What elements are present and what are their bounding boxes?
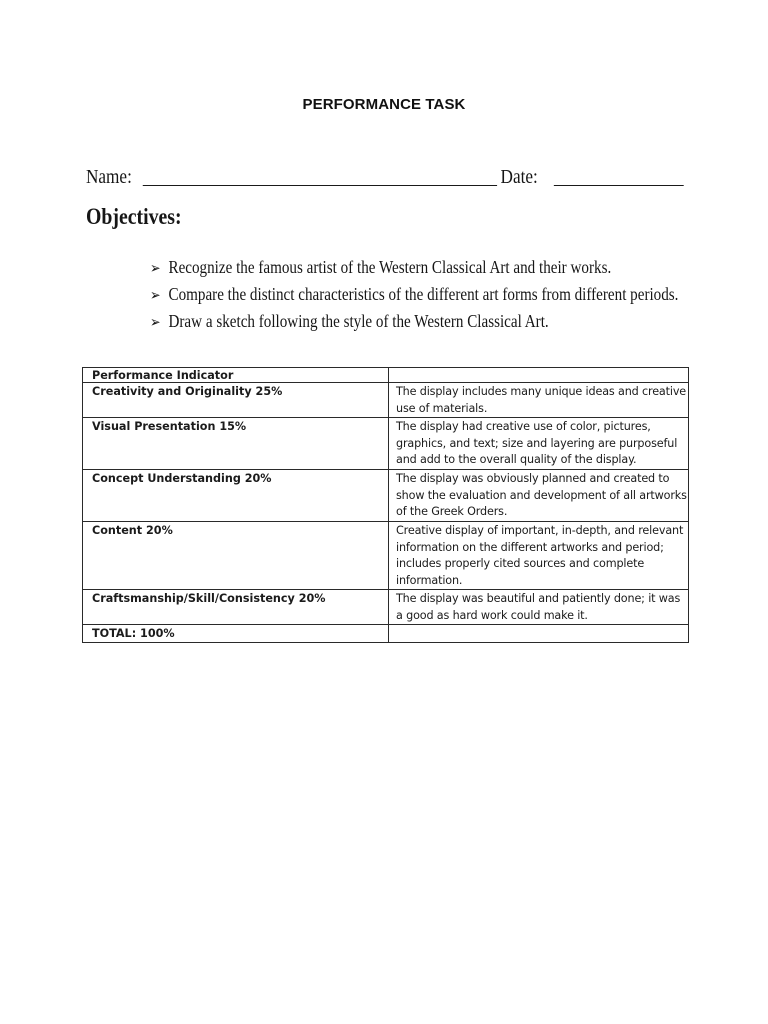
total-indicator-cell: TOTAL: 100% <box>83 625 389 643</box>
objective-text: Recognize the famous artist of the Western Classical Art and their works. <box>168 257 612 277</box>
indicator-cell: Craftsmanship/Skill/Consistency 20% <box>83 590 389 625</box>
table-total-row <box>83 625 689 643</box>
arrow-bullet-icon: ➢ <box>150 286 161 304</box>
header-description-cell <box>389 368 689 383</box>
table-row <box>83 470 689 522</box>
table-row <box>83 383 689 418</box>
objective-item <box>150 308 654 335</box>
table-header-row <box>83 368 689 383</box>
objective-item <box>150 281 679 308</box>
indicator-cell: Creativity and Originality 25% <box>83 383 389 418</box>
table-row <box>83 418 689 470</box>
name-date-row <box>86 160 686 196</box>
arrow-bullet-icon: ➢ <box>150 259 161 277</box>
objective-text: Draw a sketch following the style of the Western Classical Art. <box>168 311 549 331</box>
objectives-heading: Objectives: <box>86 204 182 229</box>
description-cell: The display had creative use of color, pictures, graphics, and text; size and layering are purposeful and add to the overall quality of the display. <box>389 418 689 470</box>
name-blank-line <box>143 185 497 186</box>
indicator-cell: Visual Presentation 15% <box>83 418 389 470</box>
indicator-cell: Concept Understanding 20% <box>83 470 389 522</box>
indicator-cell: Content 20% <box>83 522 389 590</box>
arrow-bullet-icon: ➢ <box>150 313 161 331</box>
header-indicator-cell: Performance Indicator <box>83 368 389 383</box>
date-label: Date: <box>500 166 538 188</box>
table-row <box>83 590 689 625</box>
description-cell: The display was beautiful and patiently done; it was a good as hard work could make it. <box>389 590 689 625</box>
page-title: PERFORMANCE TASK <box>302 96 466 113</box>
description-cell: The display was obviously planned and created to show the evaluation and development of all artworks of the Greek Orders. <box>389 470 689 522</box>
rubric-table <box>82 367 689 643</box>
total-description-cell <box>389 625 689 643</box>
task-sheet <box>86 160 686 331</box>
objective-text: Compare the distinct characteristics of the different art forms from different periods. <box>168 284 679 304</box>
name-label: Name: <box>86 166 132 188</box>
objective-item <box>150 254 654 281</box>
objectives-list <box>150 254 750 335</box>
description-cell: The display includes many unique ideas and creative use of materials. <box>389 383 689 418</box>
description-cell: Creative display of important, in-depth, and relevant information on the different artworks and period; includes properly cited sources and complete information. <box>389 522 689 590</box>
table-row <box>83 522 689 590</box>
date-blank-line <box>554 185 684 186</box>
